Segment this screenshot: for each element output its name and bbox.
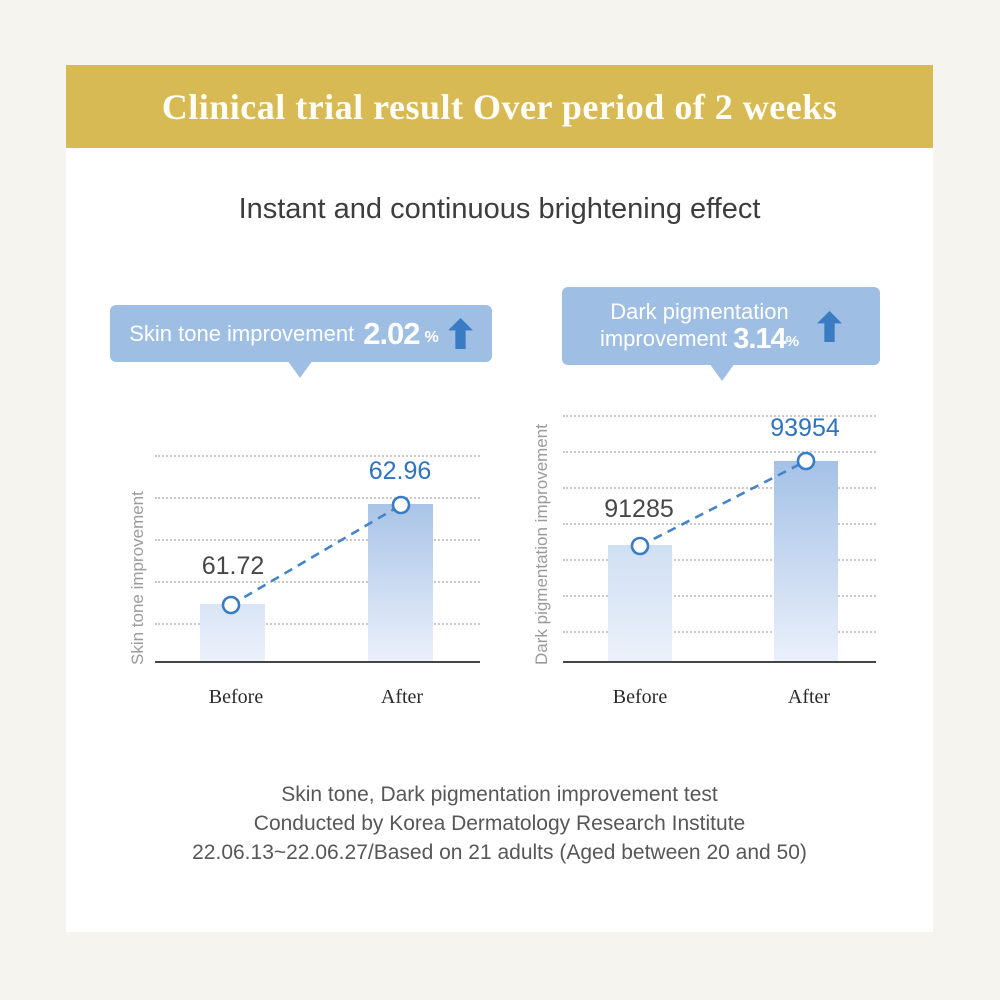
- dark-pigmentation-after-label: After: [787, 686, 831, 708]
- footer-line-1: Skin tone, Dark pigmentation improvement test: [281, 783, 718, 806]
- banner-title: Clinical trial result Over period of 2 weeks: [161, 86, 838, 127]
- dark-pigmentation-x-axis: [563, 661, 876, 663]
- skin-tone-after-value: 62.96: [368, 457, 432, 485]
- dark-pigmentation-badge-value: 3.14: [733, 322, 786, 355]
- skin-tone-before-value: 61.72: [201, 552, 265, 580]
- footer-line-2: Conducted by Korea Dermatology Research Institute: [253, 812, 746, 835]
- dark-pigmentation-badge-line1: Dark pigmentation: [610, 298, 789, 324]
- content-card: [66, 65, 933, 932]
- skin-tone-y-axis-label: Skin tone improvement: [128, 491, 147, 665]
- dark-pigmentation-badge-line2: [599, 322, 800, 355]
- dark-pigmentation-badge-text: [600, 298, 799, 355]
- subtitle: Instant and continuous brightening effect: [238, 193, 761, 225]
- arrow-up-icon: [448, 318, 473, 349]
- dark-pigmentation-badge-pointer: [709, 363, 735, 381]
- skin-tone-before-bar: [200, 604, 265, 661]
- dark-pigmentation-before-bar: [608, 545, 672, 661]
- dark-pigmentation-badge: [562, 287, 880, 365]
- dark-pigmentation-badge-label: improvement: [599, 325, 728, 351]
- skin-tone-after-bar: [368, 504, 433, 661]
- footer-note: [66, 780, 933, 867]
- dark-pigmentation-before-label: Before: [612, 686, 668, 708]
- skin-tone-before-label: Before: [208, 686, 264, 708]
- dark-pigmentation-after-bar: [774, 461, 838, 661]
- dark-pigmentation-badge-unit: %: [785, 332, 800, 350]
- skin-tone-x-axis: [155, 661, 480, 663]
- arrow-up-icon: [817, 311, 842, 342]
- skin-tone-badge-unit: %: [424, 328, 439, 346]
- skin-tone-badge-pointer: [287, 360, 313, 378]
- skin-tone-after-label: After: [380, 686, 424, 708]
- skin-tone-badge: [110, 305, 492, 362]
- skin-tone-badge-value: 2.02: [363, 315, 420, 351]
- title-banner: [66, 65, 933, 148]
- gridline: [563, 451, 876, 453]
- footer-line-3: 22.06.13~22.06.27/Based on 21 adults (Aged between 20 and 50): [192, 841, 807, 864]
- dark-pigmentation-after-value: 93954: [770, 414, 840, 442]
- skin-tone-badge-label: Skin tone improvement: [129, 320, 355, 346]
- gridline: [155, 497, 480, 499]
- dark-pigmentation-before-value: 91285: [604, 495, 674, 523]
- dark-pigmentation-y-axis-label: Dark pigmentation improvement: [532, 424, 551, 665]
